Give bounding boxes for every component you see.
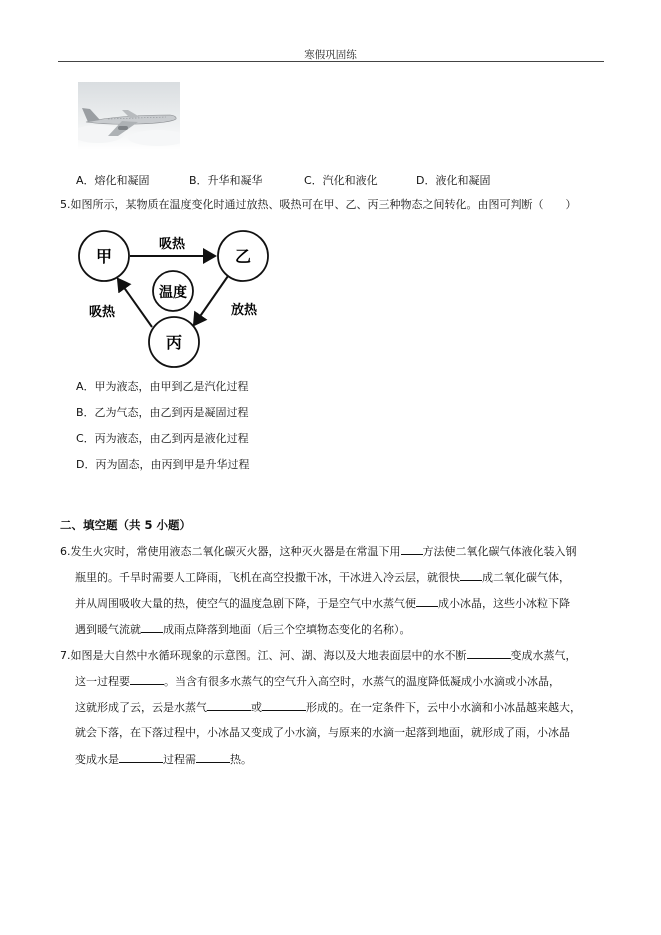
right-arrow-label: 放热: [230, 303, 258, 318]
q5-option-d: D．丙为固态，由丙到甲是升华过程: [76, 458, 250, 471]
q6-text: 成二氧化碳气体，: [482, 571, 570, 584]
q7-text: 热。: [230, 753, 252, 766]
q6-blank-3: [416, 596, 438, 607]
q5-stem: 5.如图所示，某物质在温度变化时通过放热、吸热可在甲、乙、丙三种物态之间转化。由图可判断（ ）: [60, 198, 577, 211]
q7-blank-1: [467, 648, 511, 659]
q7-blank-6: [196, 752, 230, 763]
q6-text: 并从周围吸收大量的热，使空气的温度急剧下降，于是空气中水蒸气便: [75, 597, 416, 610]
q4-option-c: C．汽化和液化: [304, 174, 378, 187]
q7-text: 这一过程要: [75, 675, 130, 688]
q6-text: 成小冰晶，这些小冰粒下降: [438, 597, 570, 610]
q5-option-b: B．乙为气态，由乙到丙是凝固过程: [76, 406, 249, 419]
bing-label: 丙: [165, 333, 183, 352]
top-arrow-label: 吸热: [158, 237, 186, 252]
q5-option-a: A．甲为液态，由甲到乙是汽化过程: [76, 380, 249, 393]
q7-line-3: [75, 700, 581, 715]
header-divider: [58, 61, 604, 62]
q6-text: 遇到暖气流就: [75, 623, 141, 636]
q7-line-2: [75, 674, 560, 689]
arrow-yi-to-bing: [194, 276, 228, 325]
jia-label: 甲: [95, 247, 113, 266]
q7-text: 这就形成了云，云是水蒸气: [75, 701, 207, 714]
q6-text: 成雨点降落到地面（后三个空填物态变化的名称）。: [163, 623, 411, 636]
q7-text: 形成的。在一定条件下，云中小水滴和小冰晶越来越大，: [306, 701, 581, 714]
q7-blank-3: [207, 700, 251, 711]
q7-text: 变成水蒸气，: [510, 649, 577, 662]
q4-option-b: B．升华和凝华: [189, 174, 263, 187]
q7-blank-5: [119, 752, 163, 763]
center-label: 温度: [159, 285, 187, 301]
q6-line-4: [75, 622, 411, 637]
q4-option-a: A．熔化和凝固: [76, 174, 150, 187]
section-title: 二、填空题（共 5 小题）: [60, 518, 192, 532]
q7-text: 变成水是: [75, 753, 119, 766]
q7-line-5: [75, 752, 252, 767]
page-header-title: 寒假巩固练: [304, 49, 357, 61]
q6-line-3: [75, 596, 570, 611]
q7-line-1: [60, 648, 577, 663]
arrow-bing-to-jia: [118, 279, 152, 327]
q7-blank-4: [262, 700, 306, 711]
q7-line-4: 就会下落，在下落过程中，小冰晶又变成了小水滴，与原来的水滴一起落到地面，就形成了雨，小冰晶: [75, 726, 570, 739]
q7-text: 。当含有很多水蒸气的空气升入高空时，水蒸气的温度降低凝成小水滴或小冰晶，: [164, 675, 560, 688]
q6-text: 瓶里的。千旱时需要人工降雨，飞机在高空投撒干冰，干冰进入冷云层，就很快: [75, 571, 460, 584]
q6-text: 方法使二氧化碳气体液化装入钢: [422, 545, 577, 558]
q6-text: 6.发生火灾时，常使用液态二氧化碳灭火器，这种灭火器是在常温下用: [60, 545, 401, 558]
q5-option-c: C．丙为液态，由乙到丙是液化过程: [76, 432, 249, 445]
q6-blank-4: [141, 622, 163, 633]
q7-text: 过程需: [163, 753, 196, 766]
q7-blank-2: [130, 674, 164, 685]
q6-blank-2: [460, 570, 482, 581]
q6-line-1: [60, 544, 577, 559]
q7-text: 7.如图是大自然中水循环现象的示意图。江、河、湖、海以及大地表面层中的水不断: [60, 649, 467, 662]
left-arrow-label: 吸热: [88, 305, 116, 320]
q6-blank-1: [401, 544, 423, 555]
q6-line-2: [75, 570, 570, 585]
q4-option-d: D．液化和凝固: [416, 174, 491, 187]
q7-text: 或: [251, 701, 262, 714]
yi-label: 乙: [234, 247, 252, 266]
state-change-diagram: [76, 224, 272, 376]
airplane-image: [78, 82, 180, 150]
